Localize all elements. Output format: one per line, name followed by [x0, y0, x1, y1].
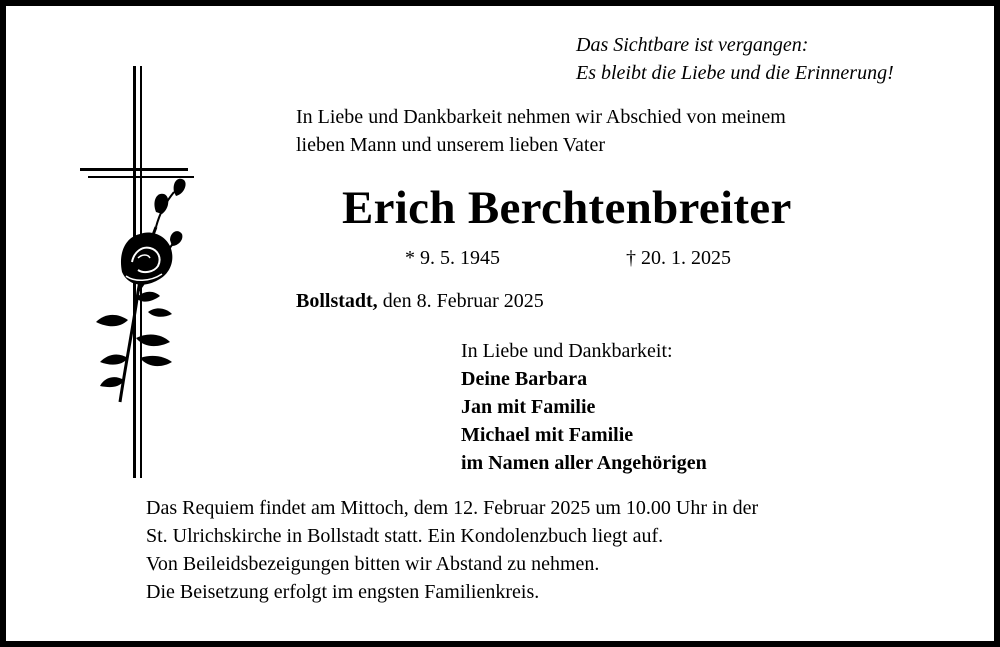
- mourner-name: Jan mit Familie: [461, 396, 596, 418]
- cross-horizontal-bar-thin: [88, 176, 194, 178]
- intro-line: In Liebe und Dankbarkeit nehmen wir Abschied von meinem: [296, 106, 786, 128]
- mourners-block: [461, 337, 707, 477]
- cross-with-rose-icon: [78, 62, 198, 482]
- mourners-header: In Liebe und Dankbarkeit:: [461, 340, 673, 362]
- mourner-name: im Namen aller Angehörigen: [461, 452, 707, 474]
- mourner-name: Michael mit Familie: [461, 424, 634, 446]
- intro-line: lieben Mann und unserem lieben Vater: [296, 134, 605, 156]
- notice-line: Die Beisetzung erfolgt im engsten Familienkreis.: [146, 581, 540, 603]
- cross-horizontal-bar: [80, 168, 188, 171]
- death-date: † 20. 1. 2025: [626, 247, 731, 269]
- motto-line: Das Sichtbare ist vergangen:: [576, 34, 809, 56]
- notice-line: Das Requiem findet am Mittoch, dem 12. Februar 2025 um 10.00 Uhr in der: [146, 497, 759, 519]
- birth-date: * 9. 5. 1945: [405, 247, 500, 269]
- deceased-name: Erich Berchtenbreiter: [342, 182, 792, 234]
- notice-date: den 8. Februar 2025: [382, 290, 544, 312]
- motto: [576, 31, 894, 87]
- intro-text: [296, 103, 786, 159]
- rose-bloom: [121, 233, 172, 285]
- notice-line: Von Beileidsbezeigungen bitten wir Abstand zu nehmen.: [146, 553, 600, 575]
- place-date: [296, 288, 544, 314]
- motto-line: Es bleibt die Liebe und die Erinnerung!: [576, 62, 894, 84]
- notice-line: St. Ulrichskirche in Bollstadt statt. Ein Kondolenzbuch liegt auf.: [146, 525, 664, 547]
- funeral-notice: [146, 494, 758, 606]
- mourner-name: Deine Barbara: [461, 368, 588, 390]
- place-name: Bollstadt,: [296, 290, 378, 312]
